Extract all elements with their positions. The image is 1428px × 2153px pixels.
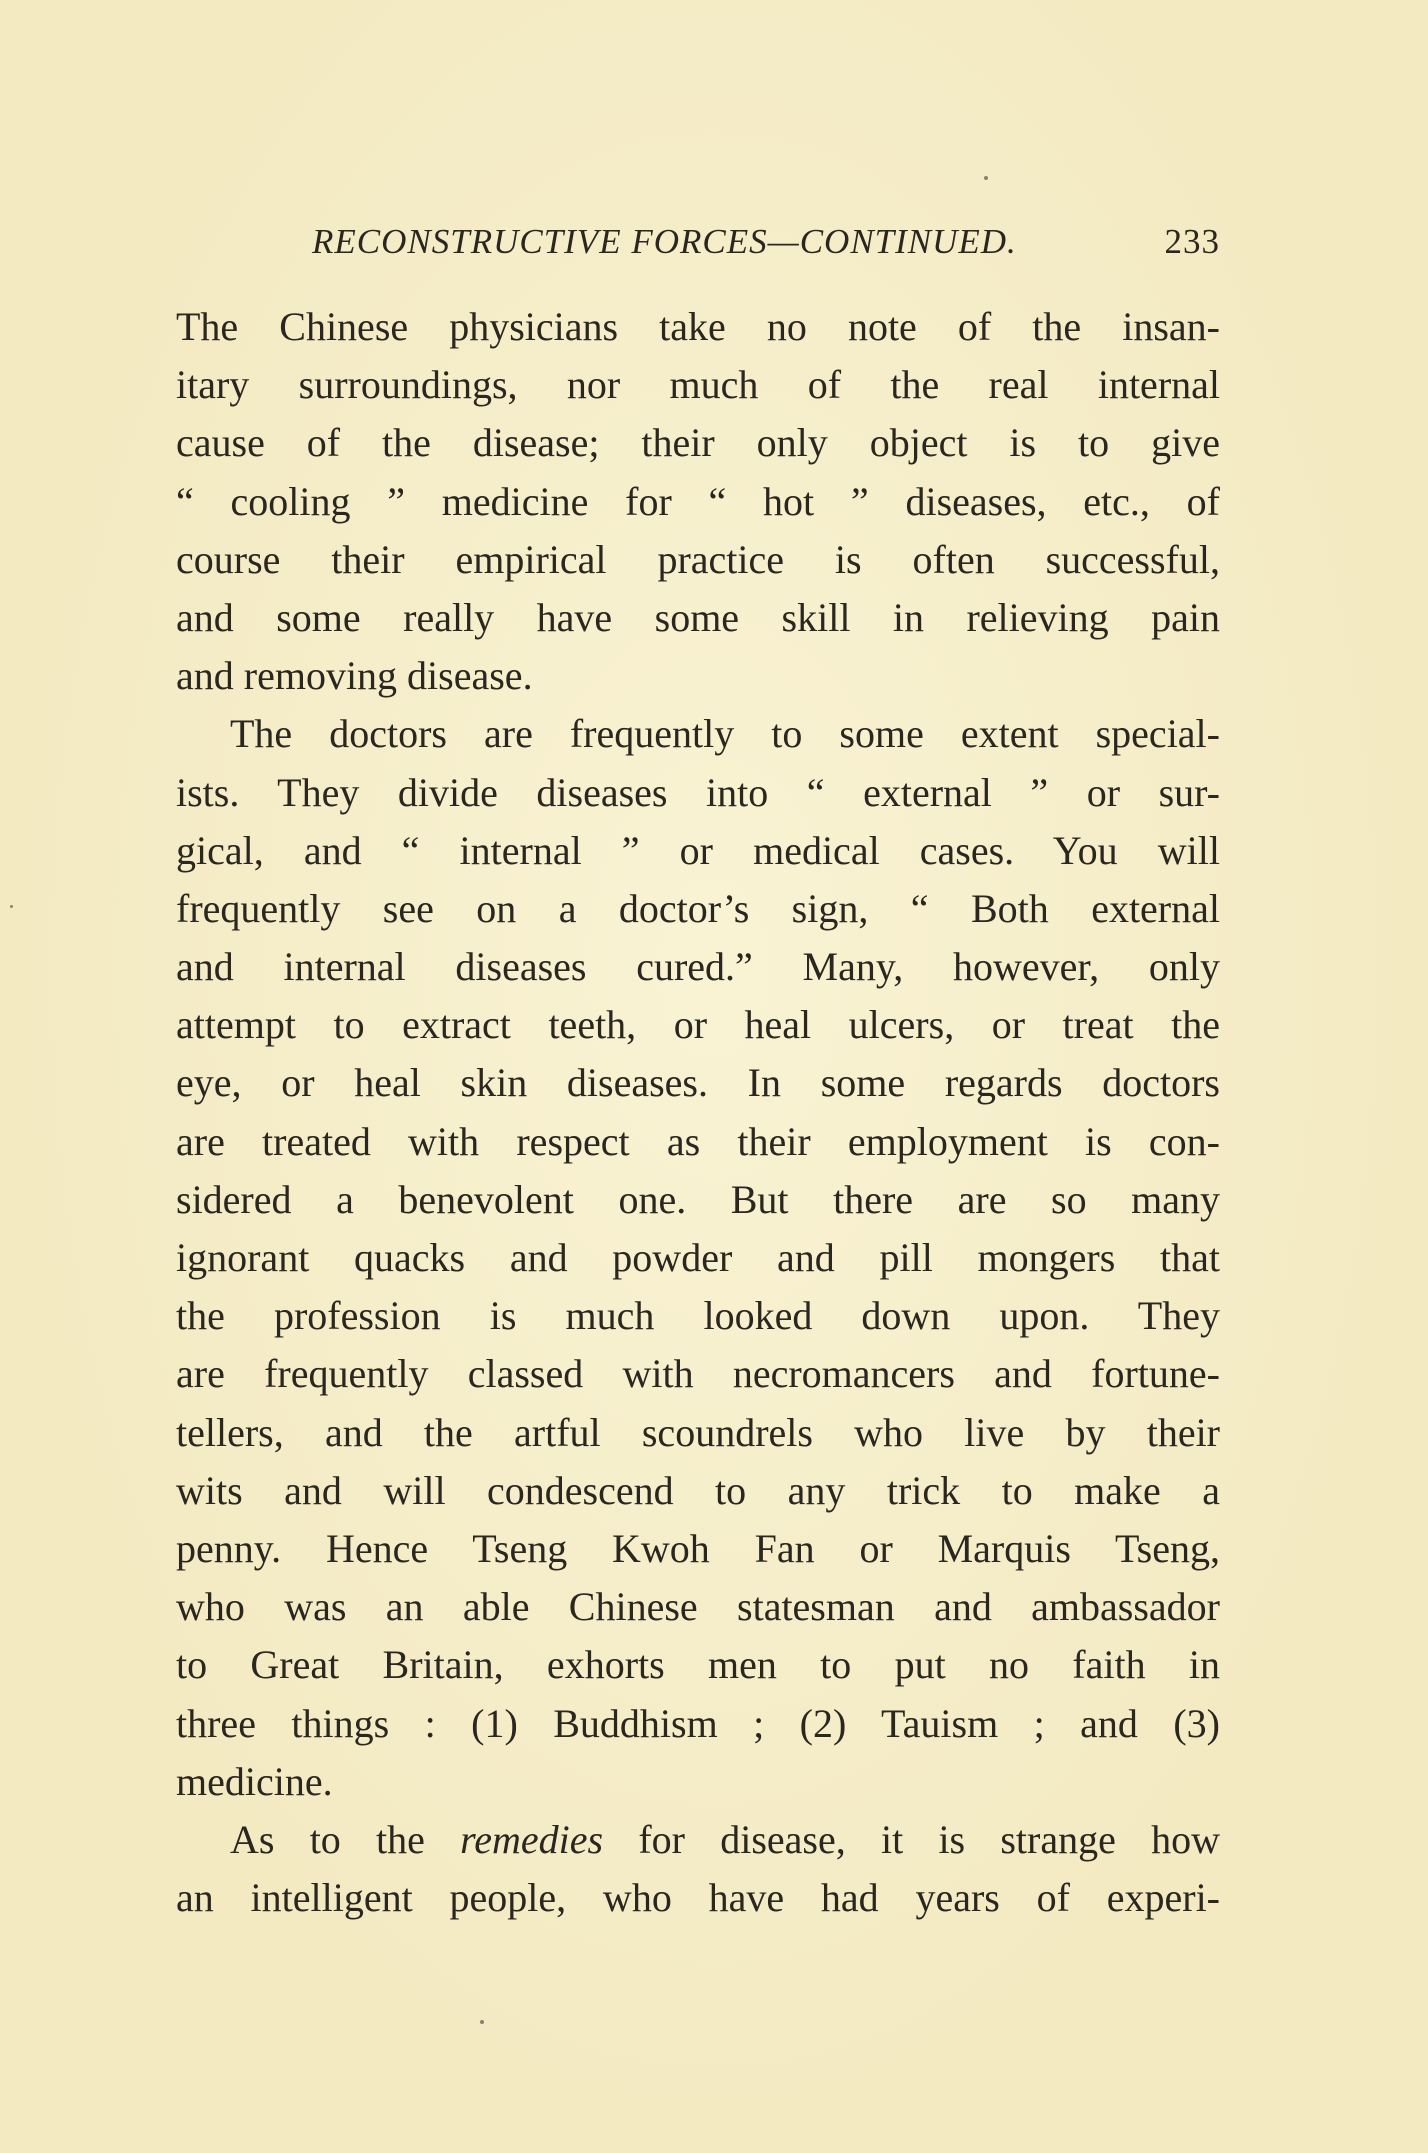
emphasized-word: remedies [460, 1816, 604, 1862]
text-line: and removing disease. [176, 653, 533, 699]
running-head [312, 222, 1220, 272]
text-line: tellers, and the artful scoundrels who live by their [176, 1409, 1220, 1455]
text-line: The doctors are frequently to some extent special- [230, 711, 1220, 757]
text-line: itary surroundings, nor much of the real internal [176, 362, 1220, 408]
text-line: who was an able Chinese statesman and ambassador [176, 1584, 1220, 1630]
text-line: ignorant quacks and powder and pill mongers that [176, 1235, 1220, 1280]
text-line: frequently see on a doctor’s sign, “ Both external [176, 885, 1220, 931]
text-line: attempt to extract teeth, or heal ulcers, or treat the [176, 1002, 1220, 1048]
text-line: gical, and “ internal ” or medical cases. You will [176, 827, 1220, 873]
running-head-title: RECONSTRUCTIVE FORCES—CONTINUED. [312, 222, 1017, 261]
text-line: are frequently classed with necromancers and fortune- [176, 1351, 1220, 1397]
text-line: medicine. [176, 1758, 333, 1804]
text-line-with-emphasis [176, 1811, 1220, 1869]
text-line: course their empirical practice is often successful, [176, 536, 1220, 582]
text-line: eye, or heal skin diseases. In some regards doctors [176, 1060, 1220, 1106]
text-fragment: As to the [230, 1816, 461, 1862]
text-line: and internal diseases cured.” Many, however, only [176, 944, 1220, 990]
text-line: “ cooling ” medicine for “ hot ” diseases, etc., of [176, 478, 1220, 524]
text-line: are treated with respect as their employment is con- [176, 1118, 1220, 1164]
paper-speck [480, 2020, 484, 2024]
text-line: three things : (1) Buddhism ; (2) Tauism ; and (3) [176, 1700, 1220, 1746]
text-line: cause of the disease; their only object is to give [176, 420, 1220, 466]
text-line: The Chinese physicians take no note of the insan- [176, 304, 1220, 349]
text-line: wits and will condescend to any trick to make a [176, 1467, 1220, 1513]
text-line: penny. Hence Tseng Kwoh Fan or Marquis Tseng, [176, 1525, 1220, 1571]
text-line: an intelligent people, who have had years of experi- [176, 1875, 1220, 1921]
body-text [176, 298, 1220, 1927]
text-fragment: for disease, it is strange how [603, 1816, 1221, 1862]
page-number: 233 [1164, 222, 1220, 261]
text-line: the profession is much looked down upon. They [176, 1293, 1220, 1339]
text-line: to Great Britain, exhorts men to put no faith in [176, 1642, 1220, 1688]
paper-speck [984, 176, 988, 180]
text-line: sidered a benevolent one. But there are so many [176, 1176, 1220, 1222]
text-line: ists. They divide diseases into “ external ” or sur- [176, 769, 1220, 815]
paper-speck [10, 905, 13, 908]
text-line: and some really have some skill in relieving pain [176, 594, 1220, 640]
